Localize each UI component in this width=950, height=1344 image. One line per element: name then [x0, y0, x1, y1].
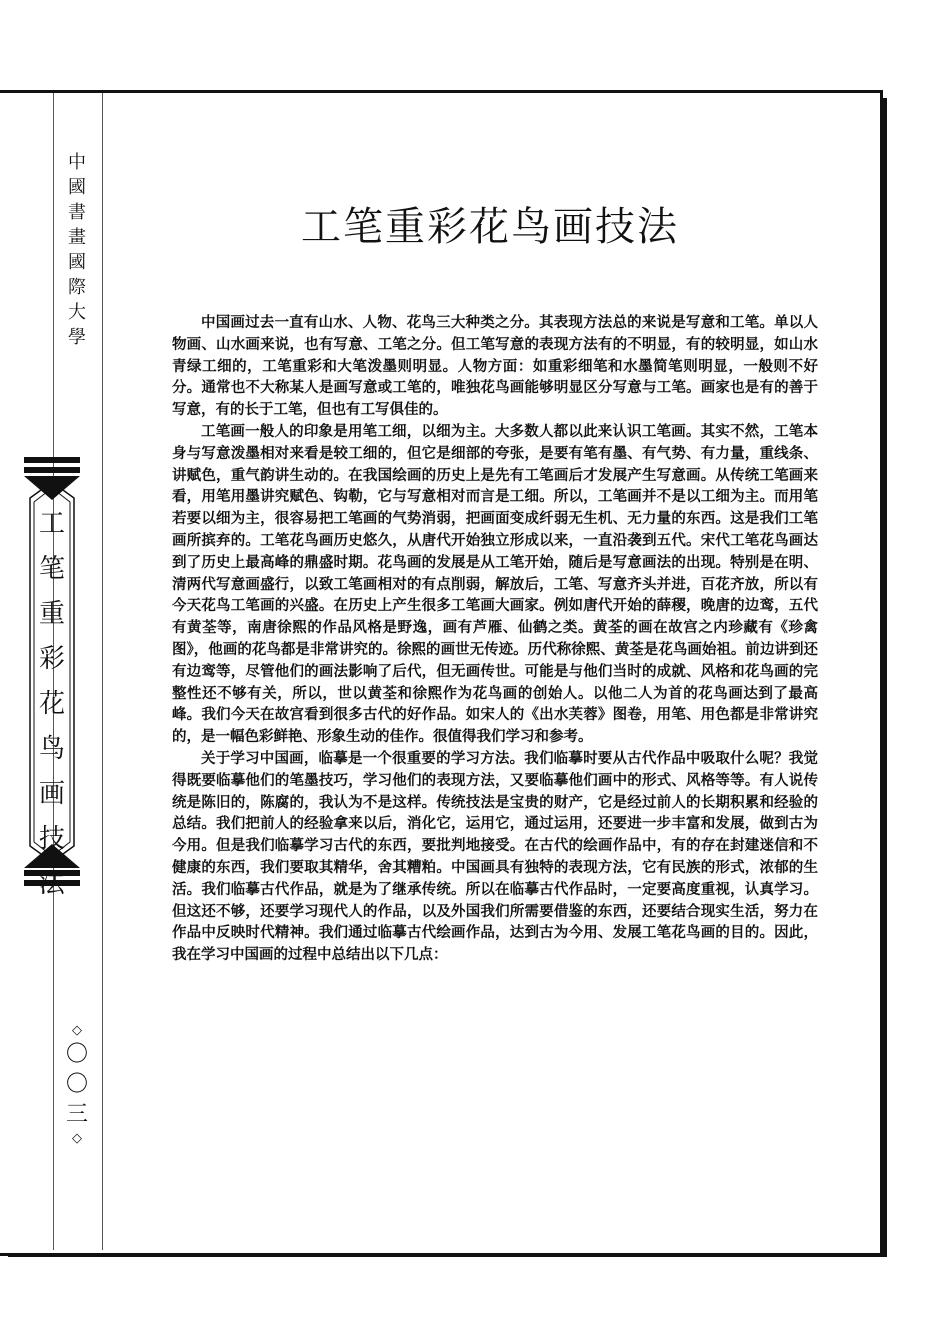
diamond-ornament-bottom: ◇ — [72, 1131, 82, 1146]
body-text — [172, 312, 818, 966]
series-title: 中國書畫國際大學 — [68, 152, 86, 348]
book-title-vertical: 工笔重彩花鸟画技法 — [38, 509, 65, 899]
paragraph: 关于学习中国画，临摹是一个很重要的学习方法。我们临摹时要从古代作品中吸取什么呢？我觉得既要临摹他们的笔墨技巧，学习他们的表现方法，又要临摹他们画中的形式、风格等等。有人说传统是陈旧的，陈腐的，我认为不是这样。传统技法是宝贵的财产，它是经过前人的长期积累和经验的总结。我们把前人的经验拿来以后，消化它，运用它，通过运用，还要进一步丰富和发展，做到古为今用。但是我们临摹学习古代的东西，要批判地接受。在古代的绘画作品中，有的存在封建迷信和不健康的东西，我们要取其精华，舍其糟粕。中国画具有独特的表现方法，它有民族的形式，浓郁的生活。我们临摹古代作品，就是为了继承传统。所以在临摹古代作品时，一定要高度重视，认真学习。但这还不够，还要学习现代人的作品，以及外国我们所需要借鉴的东西，还要结合现实生活，努力在作品中反映时代精神。我们通过临摹古代绘画作品，达到古为今用、发展工笔花鸟画的目的。因此，我在学习中国画的过程中总结出以下几点： — [172, 749, 818, 964]
diamond-ornament-top: ◇ — [72, 1023, 82, 1038]
band-bar-top-1 — [24, 457, 80, 463]
page-title: 工笔重彩花鸟画技法 — [301, 204, 679, 250]
frame-shadow-right — [883, 98, 887, 1257]
band-bar-top-2 — [24, 467, 80, 473]
paragraph: 中国画过去一直有山水、人物、花鸟三大种类之分。其表现方法总的来说是写意和工笔。单以人物画、山水画来说，也有写意、工笔之分。但工笔写意的表现方法有的不明显，有的较明显，如山水青绿工细的，工笔重彩和大笔泼墨则明显。人物方面：如重彩细笔和水墨简笔则明显，一般则不好分。通常也不大称某人是画写意或工笔的，唯独花鸟画能够明显区分写意与工笔。画家也是有的善于写意，有的长于工笔，但也有工写俱佳的。 — [172, 314, 818, 419]
page-number-text: 〇〇三 — [65, 1042, 88, 1127]
paragraph: 工笔画一般人的印象是用笔工细，以细为主。大多数人都以此来认识工笔画。其实不然，工笔本身与写意泼墨相对来看是较工细的，但它是细部的夸张，是要有笔有墨、有气势、有力量，重线条、讲赋色，重气韵讲生动的。在我国绘画的历史上是先有工笔画后才发展产生写意画。从传统工笔画来看，用笔用墨讲究赋色、钩勒，它与写意相对而言是工细。所以，工笔画并不是以工细为主。而用笔若要以细为主，很容易把工笔画的气势消弱，把画面变成纤弱无生机、无力量的东西。这是我们工笔画所摈弃的。工笔花鸟画历史悠久，从唐代开始独立形成以来，一直沿袭到五代。宋代工笔花鸟画达到了历史上最高峰的鼎盛时期。花鸟画的发展是从工笔开始，随后是写意画法的出现。特别是在明、清两代写意画盛行，以致工笔画相对的有点削弱，解放后，工笔、写意齐头并进，百花齐放，所以有今天花鸟工笔画的兴盛。在历史上产生很多工笔画大画家。例如唐代开始的薛稷，晚唐的边鸾，五代有黄荃等，南唐徐熙的作品风格是野逸，画有芦雁、仙鹤之类。黄荃的画在故宫之内珍藏有《珍禽图》，他画的花鸟都是非常讲究的。徐熙的画世无传迹。历代称徐熙、黄荃是花鸟画始祖。前边讲到还有边鸾等，尽管他们的画法影响了后代，但无画传世。可能是与他们当时的成就、风格和花鸟画的完整性还不够有关，所以，世以黄荃和徐熙作为花鸟画的创始人。以他二人为首的花鸟画达到了最高峰。我们今天在故宫看到很多古代的好作品。如宋人的《出水芙蓉》图卷，用笔、用色都是非常讲究的，是一幅色彩鲜艳、形象生动的佳作。很值得我们学习和参考。 — [172, 422, 818, 746]
frame-shadow-bottom — [8, 1253, 886, 1257]
page-number — [62, 1022, 92, 1148]
sidebar-rule-right — [102, 93, 103, 1250]
